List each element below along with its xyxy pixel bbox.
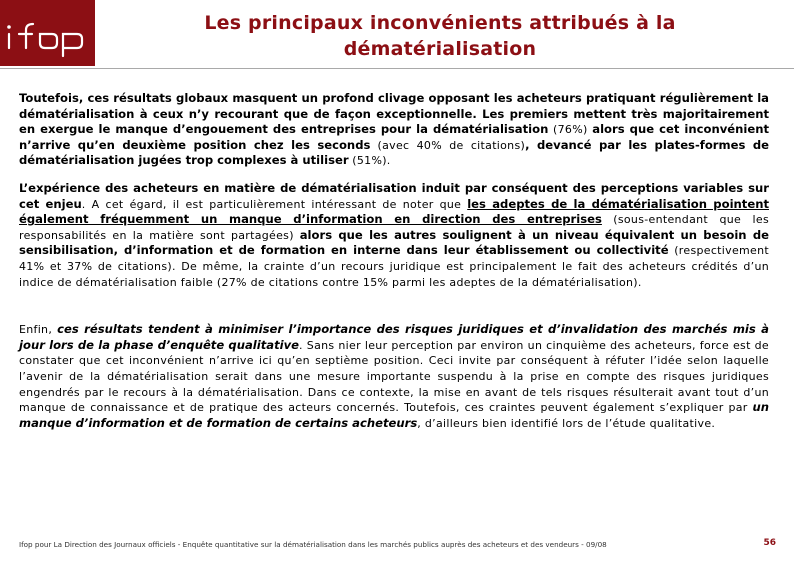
p2-segment: (sous-entendant que les responsabilités en la matière sont partagées) — [19, 213, 769, 242]
p3-segment: Enfin, — [19, 323, 53, 337]
paragraph-3 — [19, 322, 769, 431]
p3-segment: un manque d’information et de formation de certains acheteurs — [19, 400, 769, 430]
page-title — [120, 10, 760, 62]
p3-segment: , d’ailleurs bien identifié lors de l’étude qualitative. — [417, 416, 716, 430]
p2-segment-underlined: les adeptes de la dématérialisation pointent également fréquemment un manque d’information en direction des entreprises — [19, 196, 770, 227]
title-line-1: Les principaux inconvénients attribués à la — [204, 12, 676, 34]
ifop-logo-mark — [0, 0, 95, 66]
p1-segment: Toutefois, ces résultats globaux masquent un profond clivage opposant les acheteurs pratiquant régulièrement la dématérialisation à ceux n’y recourant que de façon exceptionnelle. Les premiers mettent très majoritairement en exergue le manque d’engouement des entreprises pour la dématérialisation — [19, 91, 769, 137]
p1-segment: alors que cet inconvénient n’arrive qu’en deuxième position chez les seconds — [19, 122, 770, 152]
p1-segment: (avec 40% de citations) — [377, 138, 526, 152]
paragraph-2 — [19, 181, 769, 290]
p2-segment: (respectivement 41% et 37% de citations). De même, la crainte d’un recours juridique est principalement le fait des acheteurs crédités d’un indice de dématérialisation faible (27% de citations contre 15% parmi les adeptes de la dématérialisation). — [19, 244, 769, 289]
p2-segment: . A cet égard, il est particulièrement intéressant de noter que — [81, 197, 462, 211]
ifop-logo — [0, 0, 95, 66]
p2-segment: L’expérience des acheteurs en matière de dématérialisation induit par conséquent des perceptions variables sur cet enjeu — [19, 180, 769, 211]
body-text — [19, 91, 769, 431]
p3-segment: . Sans nier leur perception par environ un cinquième des acheteurs, force est de constater que cet inconvénient n’arrive ici qu’en septième position. Ceci invite par conséquent à réfuter l’idée selon laquelle l’avenir de la dématérialisation serait dans une mesure importante suspendu à la prise en compte des risques juridiques engendrés par le recours à la dématérialisation. Dans ce contexte, la mise en avant de tels risques résulterait avant tout d’un manque de connaissance et de pratique des acteurs concernés. Toutefois, ces craintes peuvent également s’expliquer par — [19, 338, 769, 415]
p3-segment: ces résultats tendent à minimiser l’importance des risques juridiques et d’invalidation des marchés mis à jour lors de la phase d’enquête qualitative — [19, 322, 769, 352]
header-divider — [0, 68, 794, 69]
p1-segment: , devancé par les plates-formes de dématérialisation jugées trop complexes à utiliser — [19, 137, 769, 168]
paragraph-1 — [19, 91, 769, 169]
page-number: 56 — [763, 538, 776, 548]
title-line-2: dématérialisation — [343, 38, 537, 60]
p2-segment: alors que les autres soulignent à un niveau équivalent un besoin de sensibilisation, d’information et de formation en interne dans leur établissement ou collectivité — [19, 227, 769, 258]
p1-segment: (51%). — [352, 154, 391, 168]
footer-text: Ifop pour La Direction des Journaux officiels - Enquête quantitative sur la dématérialisation dans les marchés publics auprès des acheteurs et des vendeurs - 09/08 — [19, 540, 607, 549]
p1-segment: (76%) — [553, 123, 588, 137]
